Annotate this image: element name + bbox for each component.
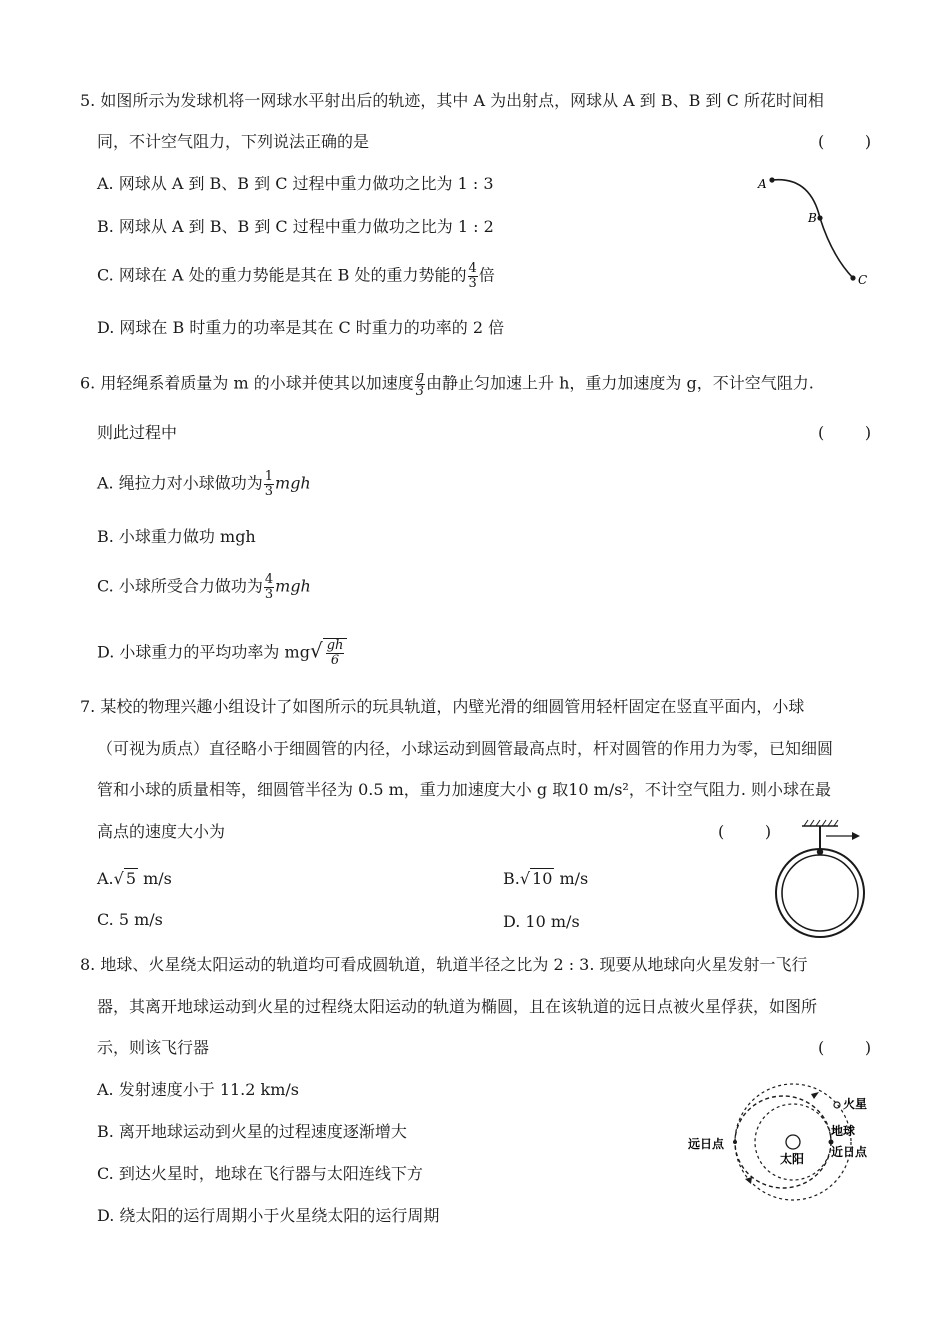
q7-ring-figure <box>770 816 880 940</box>
q6-option-b: B. 小球重力做功 mgh <box>97 527 256 546</box>
point-c-dot <box>850 275 855 280</box>
point-a-dot <box>769 177 774 182</box>
q6-stem-line2: 则此过程中 <box>97 423 178 442</box>
orbit-direction-arrow-icon <box>811 1092 819 1099</box>
label-c: C <box>858 273 868 287</box>
tube-inner-wall <box>782 855 858 931</box>
fraction-numerator: g <box>415 369 425 384</box>
q5-option-c <box>97 262 495 290</box>
q7-stem-line4: 高点的速度大小为 <box>97 822 226 841</box>
q8-option-b: B. 离开地球运动到火星的过程速度逐渐增大 <box>97 1122 407 1141</box>
q6-option-a-fraction <box>264 470 274 498</box>
q7-option-a: A.√ 5 m/s <box>97 869 172 888</box>
fraction-numerator: gh <box>326 638 344 653</box>
q8-stem-line3: 示，则该飞行器 <box>97 1038 210 1057</box>
q5-stem-line1: 5. 如图所示为发球机将一网球水平射出后的轨迹，其中 A 为出射点，网球从 A 到 B、B 到 C 所花时间相 <box>80 91 824 110</box>
trajectory-curve <box>772 180 853 278</box>
sun-icon <box>786 1135 800 1149</box>
fraction-denominator: 3 <box>264 483 274 499</box>
q7-option-a-label: A. <box>97 869 114 888</box>
transfer-ellipse <box>735 1096 831 1188</box>
perihelion-label: 近日点 <box>831 1145 868 1159</box>
fraction-denominator: 3 <box>468 275 477 291</box>
q7-stem-line3: 管和小球的质量相等，细圆管半径为 0.5 m，重力加速度大小 g 取10 m/s²，不计空气阻力. 则小球在最 <box>97 780 832 799</box>
q5-option-b: B. 网球从 A 到 B、B 到 C 过程中重力做功之比为 1 : 2 <box>97 217 494 236</box>
earth-label: 地球 <box>831 1124 856 1138</box>
q5-option-c-text: C. 网球在 A 处的重力势能是其在 B 处的重力势能的 <box>97 265 467 285</box>
earth-dot <box>829 1140 834 1145</box>
q6-option-a-text: A. 绳拉力对小球做功为 <box>97 473 263 493</box>
ceiling-hatch <box>804 820 838 826</box>
fraction-numerator: 4 <box>468 261 477 276</box>
point-b-dot <box>817 215 822 220</box>
arrow-head-icon <box>852 832 860 840</box>
sun-label: 太阳 <box>780 1152 805 1166</box>
ellipse-direction-arrow-icon <box>745 1177 752 1184</box>
fraction-denominator: 6 <box>330 652 340 668</box>
q7-stem-line1: 7. 某校的物理兴趣小组设计了如图所示的玩具轨道，内壁光滑的细圆管用轻杆固定在竖直平面内，小球 <box>80 697 805 716</box>
ball-dot <box>817 849 823 855</box>
q7-option-a-unit: m/s <box>138 869 172 888</box>
q6-option-a <box>97 470 311 498</box>
q8-option-c: C. 到达火星时，地球在飞行器与太阳连线下方 <box>97 1164 423 1183</box>
q5-option-d: D. 网球在 B 时重力的功率是其在 C 时重力的功率的 2 倍 <box>97 318 505 337</box>
aphelion-label: 远日点 <box>688 1137 725 1151</box>
fraction-denominator: 3 <box>415 383 424 399</box>
q6-option-c-text: C. 小球所受合力做功为 <box>97 576 263 596</box>
q6-answer-paren: ( ) <box>818 423 872 442</box>
q5-option-c-suffix: 倍 <box>478 265 495 285</box>
label-a: A <box>758 177 767 191</box>
q6-acceleration-fraction <box>415 370 425 398</box>
q8-stem-line1: 8. 地球、火星绕太阳运动的轨道均可看成圆轨道，轨道半径之比为 2 : 3. 现要从地球向火星发射一飞行 <box>80 955 808 974</box>
q6-stem-suffix: 由静止匀加速上升 h，重力加速度为 g，不计空气阻力. <box>426 373 814 393</box>
q5-option-c-fraction <box>468 262 478 290</box>
q7-option-b-radicand: 10 <box>532 869 553 888</box>
q5-trajectory-figure <box>750 168 880 293</box>
q8-stem-line2: 器，其离开地球运动到火星的过程绕太阳运动的轨道为椭圆，且在该轨道的远日点被火星俘获，如图所 <box>97 997 818 1016</box>
fraction-denominator: 3 <box>264 586 274 602</box>
q7-option-b: B.√ 10 m/s <box>503 869 589 888</box>
q6-option-c-fraction <box>264 573 274 601</box>
q7-option-b-unit: m/s <box>554 869 589 888</box>
q7-option-c: C. 5 m/s <box>97 910 163 929</box>
q8-option-a: A. 发射速度小于 11.2 km/s <box>97 1080 299 1099</box>
q6-option-a-suffix: mgh <box>275 473 311 493</box>
q7-option-d: D. 10 m/s <box>503 912 580 931</box>
q7-answer-paren: ( ) <box>718 822 772 841</box>
q6-option-d-fraction <box>326 639 345 667</box>
q8-answer-paren: ( ) <box>818 1038 872 1057</box>
earth-orbit <box>755 1104 831 1180</box>
q7-option-b-label: B. <box>503 869 520 888</box>
aphelion-dot <box>733 1140 737 1144</box>
q5-answer-paren: ( ) <box>818 132 872 151</box>
q7-option-a-radicand: 5 <box>125 869 137 888</box>
q6-option-c <box>97 573 311 601</box>
tube-outer-wall <box>776 849 864 937</box>
q5-option-a: A. 网球从 A 到 B、B 到 C 过程中重力做功之比为 1 : 3 <box>97 174 494 193</box>
q7-stem-line2: （可视为质点）直径略小于细圆管的内径，小球运动到圆管最高点时，杆对圆管的作用力为零，已知细圆 <box>97 739 834 758</box>
mars-dot <box>834 1102 840 1108</box>
mars-orbit <box>735 1084 851 1200</box>
q5-stem-line2: 同，不计空气阻力，下列说法正确的是 <box>97 132 370 151</box>
label-b: B <box>808 211 817 225</box>
fraction-numerator: 1 <box>264 469 274 484</box>
q6-option-c-suffix: mgh <box>275 576 311 596</box>
fraction-numerator: 4 <box>264 572 274 587</box>
q6-stem-line1 <box>80 370 814 398</box>
q6-option-d: D. 小球重力的平均功率为 mg√ $\frac{gh}{6}$ <box>97 638 347 667</box>
q8-orbit-figure <box>685 1072 880 1207</box>
q6-stem-text: 6. 用轻绳系着质量为 m 的小球并使其以加速度 <box>80 373 414 393</box>
mars-label: 火星 <box>843 1097 868 1111</box>
q8-option-d: D. 绕太阳的运行周期小于火星绕太阳的运行周期 <box>97 1206 440 1225</box>
q6-option-d-text: D. 小球重力的平均功率为 mg <box>97 642 310 662</box>
